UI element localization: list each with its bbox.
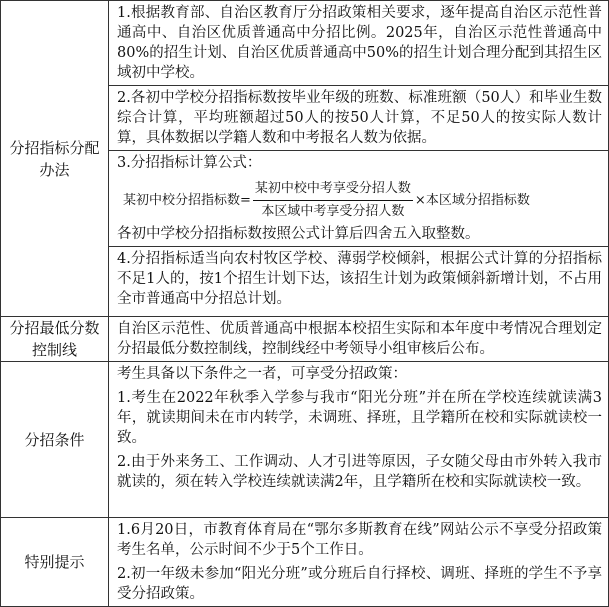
content-min-score — [109, 317, 609, 362]
label-allocation-method: 分招指标分配办法 — [1, 1, 109, 317]
label-special-notes: 特别提示 — [1, 518, 109, 607]
allocation-item-2: 2.各初中学校分招指标数按毕业年级的班数、标准班额（50人）和毕业生数综合计算，平均班额超过50人的按50人计算，不足50人的按实际人数计算，具体数据以学籍人数和中考报名人数为依据。 — [117, 90, 602, 146]
min-score-text: 自治区示范性、优质普通高中根据本校招生实际和本年度中考情况合理划定分招最低分数控制线，控制线经中考领导小组审核后公布。 — [117, 321, 602, 357]
label-min-score: 分招最低分数控制线 — [1, 317, 109, 362]
label-conditions: 分招条件 — [1, 362, 109, 518]
notes-item-1: 1.6月20日，市教育体育局在“鄂尔多斯教育在线”网站公示不享受分招政策考生名单，公示时间不少于5个工作日。 — [117, 522, 602, 558]
allocation-item-3-note: 各初中学校分招指标数按照公式计算后四舍五入取整数。 — [117, 226, 480, 242]
row-conditions — [1, 362, 609, 518]
formula-denominator: 本区域中考享受分招人数 — [261, 204, 405, 219]
conditions-intro: 考生具备以下条件之一者，可享受分招政策： — [117, 366, 407, 382]
allocation-item-1: 1.根据教育部、自治区教育厅分招政策相关要求，逐年提高自治区示范性普通高中、自治区优质普通高中分招比例。2025年，自治区示范性普通高中80%的招生计划、自治区优质普通高中50%的招生计划合理分配到其招生区域初中学校。 — [117, 5, 602, 81]
allocation-item-2-block — [109, 86, 608, 151]
allocation-item-4-block — [109, 247, 608, 311]
content-allocation-method — [109, 1, 609, 317]
formula-rhs: ×本区域分招指标数 — [414, 192, 530, 208]
allocation-formula — [109, 175, 608, 222]
formula-numerator: 某初中校中考享受分招人数 — [253, 179, 413, 201]
content-conditions — [109, 362, 609, 518]
allocation-item-3: 3.分招指标计算公式： — [117, 155, 262, 171]
content-special-notes — [109, 518, 609, 607]
row-min-score — [1, 317, 609, 362]
row-allocation-method — [1, 1, 609, 317]
conditions-item-2: 2.由于外来务工、工作调动、人才引进等原因，子女随父母由市外转入我市就读的，须在转入学校连续就读满2年，且学籍所在校和实际就读校一致。 — [117, 454, 602, 490]
allocation-item-4: 4.分招指标适当向农村牧区学校、薄弱学校倾斜，根据公式计算的分招指标不足1人的，按1个招生计划下达，该招生计划为政策倾斜新增计划，不占用全市普通高中分招总计划。 — [117, 251, 602, 307]
row-special-notes — [1, 518, 609, 607]
allocation-item-3-block — [109, 151, 608, 247]
notes-item-2: 2.初一年级未参加“阳光分班”或分班后自行择校、调班、择班的学生不予享受分招政策。 — [117, 566, 602, 602]
allocation-item-1-block — [109, 1, 608, 86]
formula-lhs: 某初中校分招指标数= — [123, 192, 251, 208]
conditions-item-1: 1.考生在2022年秋季入学参与我市“阳光分班”并在所在学校连续就读满3年，就读期间未在市内转学，未调班、择班，且学籍所在校和实际就读校一致。 — [117, 390, 602, 446]
formula-fraction — [253, 179, 413, 222]
